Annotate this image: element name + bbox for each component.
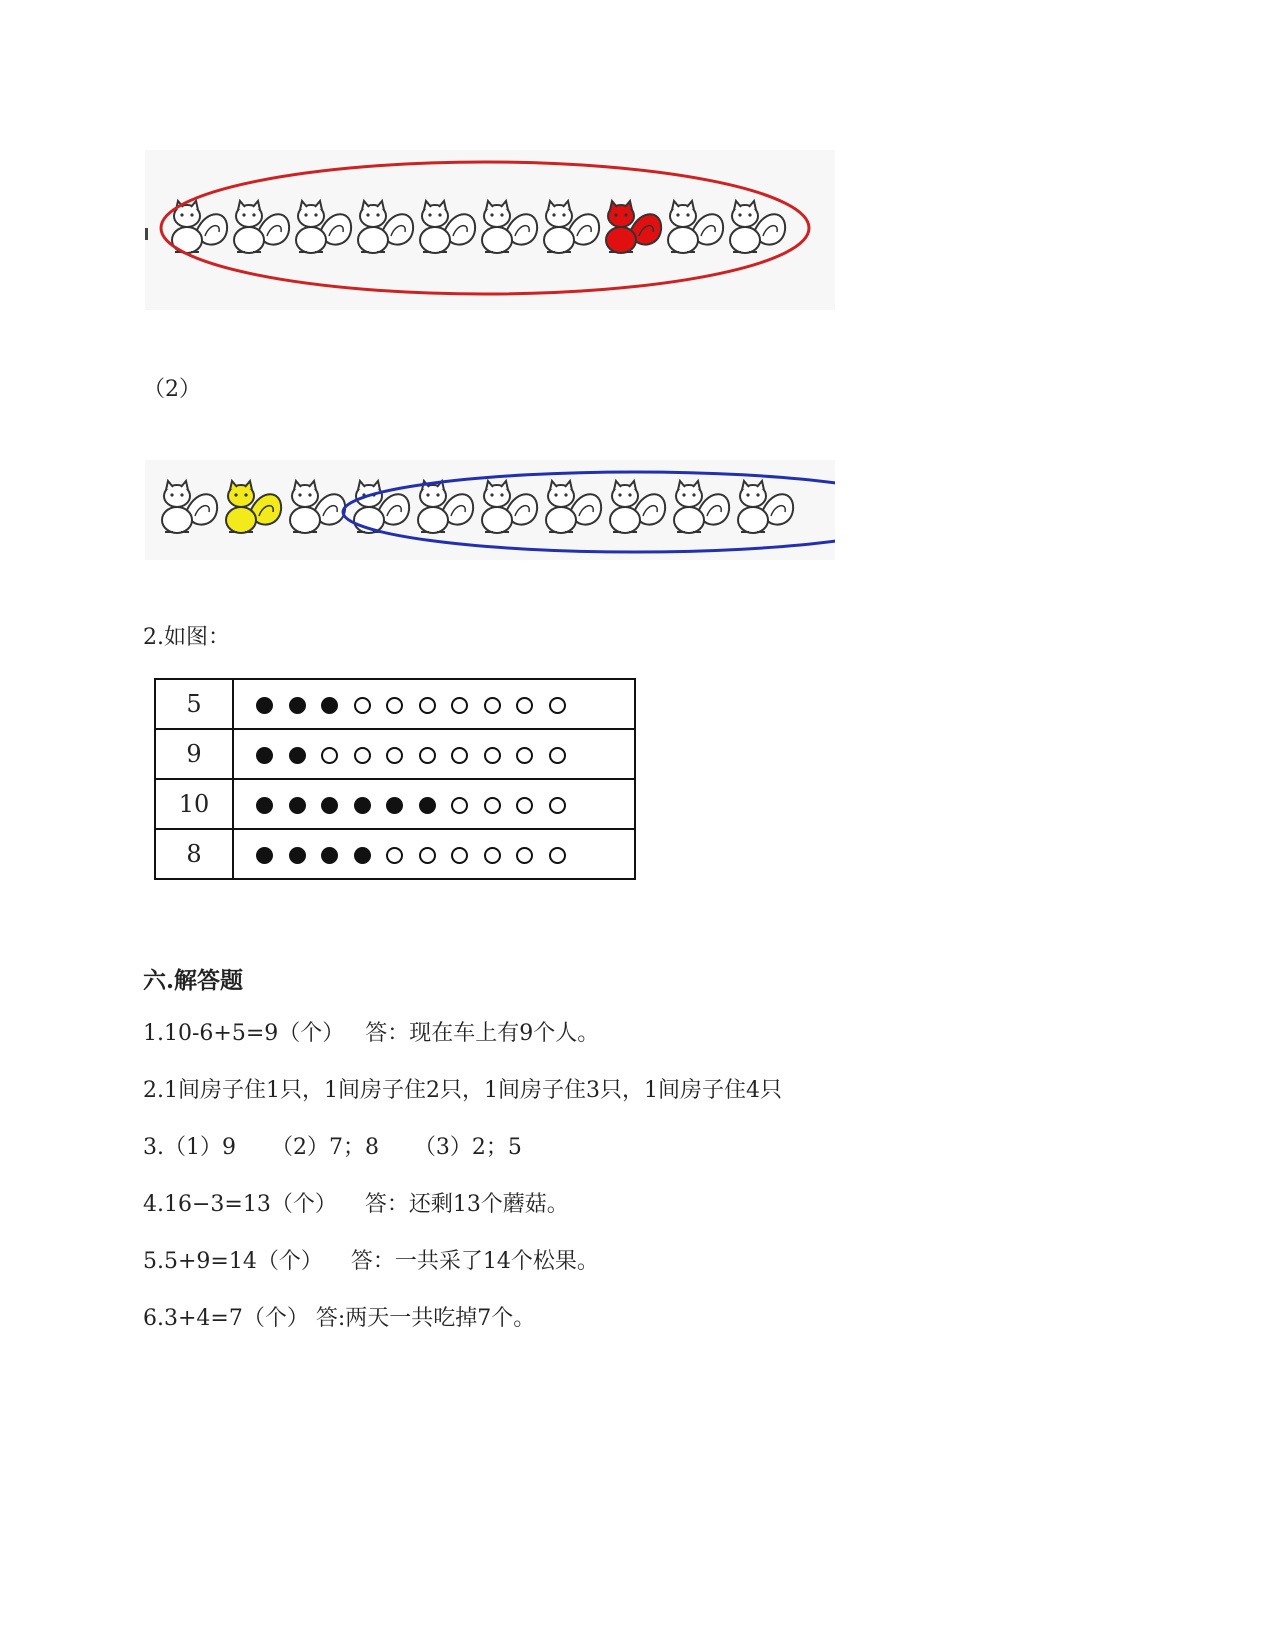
filled-bead [289,847,306,864]
squirrel-icon [610,481,665,533]
empty-bead [386,847,403,864]
filled-bead [321,797,338,814]
empty-bead [549,847,566,864]
squirrel-figure-2 [145,460,835,560]
bead-cell [233,829,635,879]
empty-bead [321,747,338,764]
squirrel-icon [420,201,475,253]
squirrel-icon [738,481,793,533]
filled-bead [419,797,436,814]
squirrel-icon [296,201,351,253]
filled-bead [256,797,273,814]
squirrel-icon [546,481,601,533]
answer-4: 4.16−3=13（个） 答：还剩13个蘑菇。 [143,1192,569,1217]
squirrel-icon [234,201,289,253]
filled-bead [289,797,306,814]
empty-bead [484,797,501,814]
empty-bead [354,747,371,764]
squirrel-row-svg [145,460,835,560]
empty-bead [386,747,403,764]
empty-bead [484,697,501,714]
table-row [155,779,635,829]
empty-bead [549,747,566,764]
squirrel-icon [482,481,537,533]
row-number: 8 [155,829,233,879]
filled-bead [289,697,306,714]
bead-cell [233,679,635,729]
empty-bead [516,747,533,764]
empty-bead [451,847,468,864]
empty-bead [549,797,566,814]
squirrel-icon [172,201,227,253]
filled-bead [354,797,371,814]
bead-cell [233,779,635,829]
squirrel-icon [226,481,281,533]
answer-1: 1.10-6+5=9（个） 答：现在车上有9个人。 [143,1021,600,1046]
squirrel-icon [730,201,785,253]
filled-bead [256,697,273,714]
table-row [155,829,635,879]
section-2-label: 2.如图： [143,625,230,650]
empty-bead [419,847,436,864]
filled-bead [256,847,273,864]
filled-bead [321,847,338,864]
empty-bead [451,797,468,814]
squirrel-icon [674,481,729,533]
filled-bead [321,697,338,714]
squirrel-icon [544,201,599,253]
bead-table [154,678,636,880]
empty-bead [484,847,501,864]
squirrel-icon [668,201,723,253]
answer-3: 3.（1）9 （2）7；8 （3）2；5 [143,1135,522,1160]
bead-cell [233,729,635,779]
answer-5: 5.5+9=14（个） 答：一共采了14个松果。 [143,1249,599,1274]
answer-2: 2.1间房子住1只，1间房子住2只，1间房子住3只，1间房子住4只 [143,1078,782,1103]
empty-bead [516,797,533,814]
empty-bead [516,697,533,714]
empty-bead [386,697,403,714]
squirrel-icon [358,201,413,253]
subfigure-label: （2） [143,377,201,402]
empty-bead [419,747,436,764]
empty-bead [484,747,501,764]
squirrel-icon [290,481,345,533]
squirrel-icon [162,481,217,533]
filled-bead [354,847,371,864]
answer-6: 6.3+4=7（个） 答:两天一共吃掉7个。 [143,1306,536,1331]
table-row [155,729,635,779]
squirrel-row-svg [145,150,835,310]
row-number: 5 [155,679,233,729]
squirrel-icon [482,201,537,253]
empty-bead [451,697,468,714]
squirrel-figure-1 [145,150,835,310]
empty-bead [549,697,566,714]
filled-bead [289,747,306,764]
row-number: 10 [155,779,233,829]
squirrel-icon [418,481,473,533]
empty-bead [354,697,371,714]
filled-bead [386,797,403,814]
squirrel-icon [606,201,661,253]
row-number: 9 [155,729,233,779]
empty-bead [419,697,436,714]
filled-bead [256,747,273,764]
section-6-title: 六.解答题 [143,967,244,994]
table-row [155,679,635,729]
empty-bead [451,747,468,764]
empty-bead [516,847,533,864]
